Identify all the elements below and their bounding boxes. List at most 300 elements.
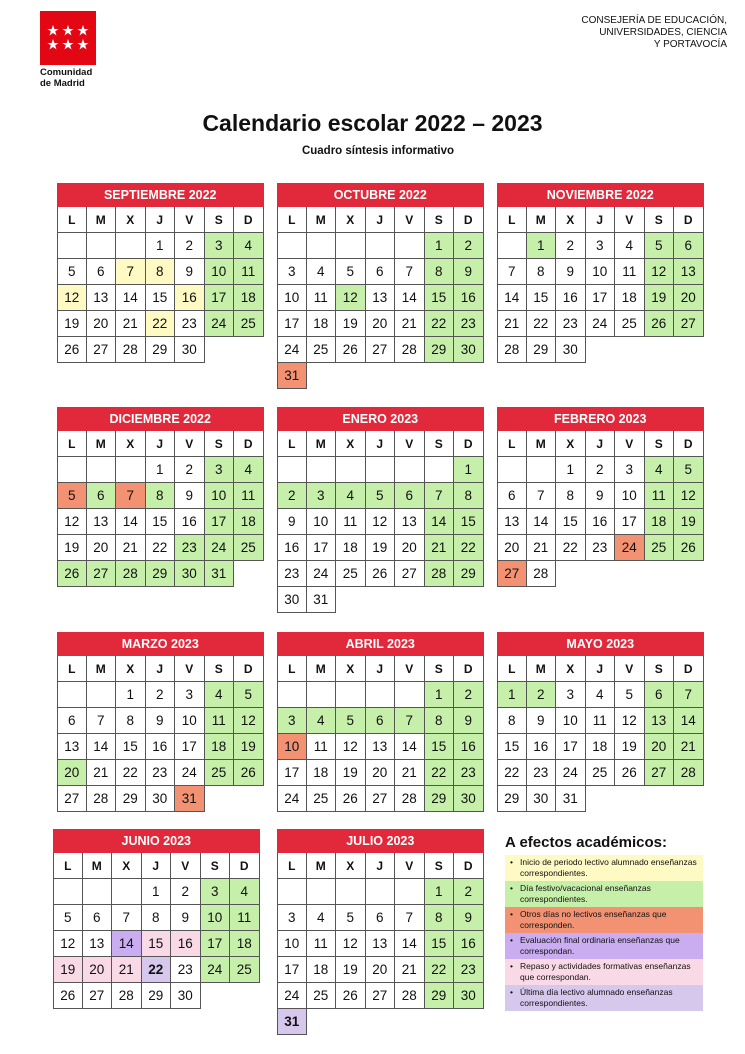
weekday-header: M (527, 207, 557, 233)
day-cell: 31 (556, 786, 586, 812)
month-10 (53, 829, 260, 1009)
day-cell: 24 (586, 311, 616, 337)
day-cell: 18 (336, 535, 366, 561)
day-cell: 15 (556, 509, 586, 535)
legend-item: • Día festivo/vacacional enseñanzas correspondientes. (505, 881, 703, 907)
day-cell: 1 (146, 457, 176, 483)
weekday-header: D (234, 431, 264, 457)
month-title: ENERO 2023 (277, 407, 484, 431)
day-cell: 7 (87, 708, 117, 734)
weekday-header: S (645, 656, 675, 682)
day-cell: 11 (615, 259, 645, 285)
day-cell: 26 (336, 337, 366, 363)
day-cell: 4 (615, 233, 645, 259)
logo-stars-icon (40, 11, 96, 65)
day-cell: 24 (277, 786, 307, 812)
legend-title: A efectos académicos: (505, 834, 668, 851)
blank-cell (615, 337, 645, 363)
day-cell: 7 (395, 905, 425, 931)
day-cell: 1 (497, 682, 527, 708)
weekday-header: D (674, 431, 704, 457)
day-cell: 8 (556, 483, 586, 509)
day-cell: 24 (615, 535, 645, 561)
day-cell: 9 (146, 708, 176, 734)
day-cell: 21 (674, 734, 704, 760)
day-cell: 23 (171, 957, 201, 983)
day-cell: 30 (171, 983, 201, 1009)
day-cell: 27 (366, 337, 396, 363)
day-cell: 17 (277, 311, 307, 337)
day-cell: 3 (586, 233, 616, 259)
blank-cell (454, 1009, 484, 1035)
day-cell: 23 (277, 561, 307, 587)
day-cell: 6 (57, 708, 87, 734)
day-cell: 14 (395, 734, 425, 760)
weekday-header: L (57, 431, 87, 457)
day-cell: 30 (175, 337, 205, 363)
empty-cell (395, 233, 425, 259)
day-cell: 10 (277, 931, 307, 957)
month-days-grid (57, 431, 264, 587)
day-cell: 18 (615, 285, 645, 311)
day-cell: 15 (142, 931, 172, 957)
day-cell: 4 (234, 457, 264, 483)
month-11 (277, 829, 484, 1035)
day-cell: 16 (527, 734, 557, 760)
day-cell: 11 (234, 259, 264, 285)
weekday-header: J (586, 207, 616, 233)
day-cell: 6 (497, 483, 527, 509)
logo-line-1: Comunidad (40, 67, 93, 78)
day-cell: 4 (230, 879, 260, 905)
legend-item: • Última día lectivo alumnado enseñanzas correspondientes. (505, 985, 703, 1011)
month-title: MAYO 2023 (497, 632, 704, 656)
day-cell: 4 (205, 682, 235, 708)
month-6 (497, 407, 704, 587)
weekday-header: J (146, 656, 176, 682)
empty-cell (497, 457, 527, 483)
dept-line-1: CONSEJERÍA DE EDUCACIÓN, (581, 15, 727, 26)
day-cell: 20 (87, 535, 117, 561)
blank-cell (645, 561, 675, 587)
day-cell: 9 (454, 708, 484, 734)
day-cell: 1 (527, 233, 557, 259)
day-cell: 9 (175, 483, 205, 509)
weekday-header: L (277, 656, 307, 682)
day-cell: 4 (307, 259, 337, 285)
day-cell: 6 (366, 259, 396, 285)
day-cell: 19 (57, 311, 87, 337)
day-cell: 20 (366, 957, 396, 983)
day-cell: 23 (146, 760, 176, 786)
day-cell: 4 (234, 233, 264, 259)
day-cell: 25 (615, 311, 645, 337)
day-cell: 21 (395, 760, 425, 786)
day-cell: 22 (497, 760, 527, 786)
day-cell: 30 (277, 587, 307, 613)
month-1 (57, 183, 264, 363)
weekday-header: L (53, 853, 83, 879)
weekday-header: L (277, 431, 307, 457)
day-cell: 17 (205, 509, 235, 535)
day-cell: 15 (116, 734, 146, 760)
day-cell: 29 (116, 786, 146, 812)
empty-cell (87, 233, 117, 259)
blank-cell (336, 1009, 366, 1035)
blank-cell (615, 561, 645, 587)
day-cell: 12 (674, 483, 704, 509)
day-cell: 20 (645, 734, 675, 760)
weekday-header: V (395, 853, 425, 879)
day-cell: 23 (175, 535, 205, 561)
weekday-header: V (175, 656, 205, 682)
weekday-header: M (307, 853, 337, 879)
weekday-header: V (175, 207, 205, 233)
weekday-header: S (201, 853, 231, 879)
weekday-header: X (336, 431, 366, 457)
empty-cell (527, 457, 557, 483)
weekday-header: M (87, 207, 117, 233)
empty-cell (307, 879, 337, 905)
blank-cell (425, 1009, 455, 1035)
day-cell: 3 (615, 457, 645, 483)
day-cell: 10 (175, 708, 205, 734)
weekday-header: D (454, 656, 484, 682)
day-cell: 9 (454, 905, 484, 931)
day-cell: 21 (116, 311, 146, 337)
day-cell: 26 (53, 983, 83, 1009)
day-cell: 26 (674, 535, 704, 561)
day-cell: 16 (556, 285, 586, 311)
day-cell: 8 (425, 708, 455, 734)
weekday-header: J (586, 431, 616, 457)
weekday-header: D (234, 656, 264, 682)
day-cell: 8 (142, 905, 172, 931)
day-cell: 2 (175, 457, 205, 483)
day-cell: 19 (336, 957, 366, 983)
day-cell: 14 (395, 285, 425, 311)
weekday-header: L (277, 207, 307, 233)
weekday-header: M (307, 431, 337, 457)
day-cell: 29 (425, 786, 455, 812)
day-cell: 1 (146, 233, 176, 259)
day-cell: 3 (201, 879, 231, 905)
day-cell: 1 (556, 457, 586, 483)
weekday-header: L (57, 656, 87, 682)
day-cell: 9 (277, 509, 307, 535)
day-cell: 21 (425, 535, 455, 561)
empty-cell (307, 457, 337, 483)
day-cell: 6 (395, 483, 425, 509)
day-cell: 12 (57, 285, 87, 311)
day-cell: 30 (454, 786, 484, 812)
day-cell: 25 (307, 337, 337, 363)
day-cell: 25 (307, 786, 337, 812)
day-cell: 2 (556, 233, 586, 259)
weekday-header: V (615, 207, 645, 233)
empty-cell (277, 457, 307, 483)
month-3 (497, 183, 704, 363)
day-cell: 10 (201, 905, 231, 931)
day-cell: 27 (366, 983, 396, 1009)
page-title: Calendario escolar 2022 – 2023 (202, 110, 543, 136)
blank-cell (674, 561, 704, 587)
day-cell: 27 (87, 561, 117, 587)
day-cell: 16 (454, 734, 484, 760)
day-cell: 4 (645, 457, 675, 483)
weekday-header: V (615, 431, 645, 457)
day-cell: 12 (336, 285, 366, 311)
weekday-header: V (615, 656, 645, 682)
day-cell: 23 (454, 311, 484, 337)
day-cell: 29 (497, 786, 527, 812)
day-cell: 5 (57, 259, 87, 285)
day-cell: 6 (83, 905, 113, 931)
day-cell: 14 (112, 931, 142, 957)
day-cell: 22 (454, 535, 484, 561)
day-cell: 5 (674, 457, 704, 483)
blank-cell (336, 363, 366, 389)
month-days-grid (497, 207, 704, 363)
day-cell: 13 (366, 931, 396, 957)
day-cell: 23 (527, 760, 557, 786)
day-cell: 6 (366, 905, 396, 931)
day-cell: 24 (201, 957, 231, 983)
day-cell: 28 (395, 786, 425, 812)
weekday-header: S (425, 431, 455, 457)
weekday-header: M (527, 656, 557, 682)
day-cell: 23 (175, 311, 205, 337)
day-cell: 18 (586, 734, 616, 760)
day-cell: 10 (556, 708, 586, 734)
day-cell: 5 (336, 708, 366, 734)
day-cell: 26 (57, 561, 87, 587)
day-cell: 14 (116, 509, 146, 535)
weekday-header: V (395, 656, 425, 682)
empty-cell (366, 233, 396, 259)
day-cell: 19 (336, 311, 366, 337)
day-cell: 20 (497, 535, 527, 561)
day-cell: 12 (336, 931, 366, 957)
day-cell: 7 (497, 259, 527, 285)
day-cell: 15 (146, 509, 176, 535)
weekday-header: S (425, 853, 455, 879)
day-cell: 25 (205, 760, 235, 786)
day-cell: 21 (112, 957, 142, 983)
day-cell: 15 (146, 285, 176, 311)
day-cell: 17 (277, 957, 307, 983)
month-days-grid (277, 431, 484, 613)
month-days-grid (277, 656, 484, 812)
weekday-header: S (425, 656, 455, 682)
day-cell: 11 (307, 285, 337, 311)
day-cell: 3 (307, 483, 337, 509)
blank-cell (586, 786, 616, 812)
day-cell: 16 (586, 509, 616, 535)
day-cell: 22 (146, 311, 176, 337)
day-cell: 11 (230, 905, 260, 931)
day-cell: 29 (425, 983, 455, 1009)
day-cell: 17 (175, 734, 205, 760)
day-cell: 9 (171, 905, 201, 931)
day-cell: 12 (366, 509, 396, 535)
weekday-header: D (454, 853, 484, 879)
day-cell: 9 (454, 259, 484, 285)
month-days-grid (497, 431, 704, 587)
day-cell: 31 (277, 363, 307, 389)
day-cell: 1 (425, 233, 455, 259)
day-cell: 5 (234, 682, 264, 708)
blank-cell (586, 561, 616, 587)
day-cell: 14 (674, 708, 704, 734)
blank-cell (645, 786, 675, 812)
day-cell: 5 (53, 905, 83, 931)
weekday-header: D (674, 656, 704, 682)
day-cell: 31 (307, 587, 337, 613)
day-cell: 19 (615, 734, 645, 760)
day-cell: 2 (527, 682, 557, 708)
day-cell: 22 (146, 535, 176, 561)
day-cell: 19 (336, 760, 366, 786)
weekday-header: L (497, 431, 527, 457)
day-cell: 10 (586, 259, 616, 285)
blank-cell (586, 337, 616, 363)
day-cell: 27 (395, 561, 425, 587)
day-cell: 24 (277, 337, 307, 363)
day-cell: 29 (454, 561, 484, 587)
empty-cell (277, 233, 307, 259)
day-cell: 25 (307, 983, 337, 1009)
day-cell: 17 (586, 285, 616, 311)
day-cell: 5 (336, 259, 366, 285)
day-cell: 14 (497, 285, 527, 311)
empty-cell (116, 457, 146, 483)
day-cell: 7 (112, 905, 142, 931)
day-cell: 30 (527, 786, 557, 812)
weekday-header: J (366, 656, 396, 682)
day-cell: 2 (146, 682, 176, 708)
day-cell: 14 (527, 509, 557, 535)
blank-cell (234, 561, 264, 587)
month-title: ABRIL 2023 (277, 632, 484, 656)
weekday-header: X (112, 853, 142, 879)
day-cell: 4 (336, 483, 366, 509)
weekday-header: X (556, 656, 586, 682)
day-cell: 2 (175, 233, 205, 259)
day-cell: 10 (307, 509, 337, 535)
month-title: JUNIO 2023 (53, 829, 260, 853)
day-cell: 28 (674, 760, 704, 786)
day-cell: 9 (527, 708, 557, 734)
day-cell: 18 (234, 509, 264, 535)
day-cell: 7 (395, 259, 425, 285)
day-cell: 1 (425, 682, 455, 708)
day-cell: 3 (175, 682, 205, 708)
weekday-header: J (366, 207, 396, 233)
day-cell: 13 (366, 734, 396, 760)
blank-cell (615, 786, 645, 812)
day-cell: 10 (277, 734, 307, 760)
day-cell: 25 (230, 957, 260, 983)
month-title: JULIO 2023 (277, 829, 484, 853)
day-cell: 27 (83, 983, 113, 1009)
day-cell: 4 (307, 708, 337, 734)
weekday-header: V (175, 431, 205, 457)
day-cell: 17 (307, 535, 337, 561)
day-cell: 26 (336, 786, 366, 812)
weekday-header: X (336, 853, 366, 879)
day-cell: 5 (366, 483, 396, 509)
day-cell: 29 (142, 983, 172, 1009)
day-cell: 30 (146, 786, 176, 812)
day-cell: 26 (366, 561, 396, 587)
empty-cell (53, 879, 83, 905)
blank-cell (336, 587, 366, 613)
day-cell: 6 (674, 233, 704, 259)
day-cell: 19 (366, 535, 396, 561)
day-cell: 23 (586, 535, 616, 561)
blank-cell (230, 983, 260, 1009)
day-cell: 31 (205, 561, 235, 587)
day-cell: 11 (645, 483, 675, 509)
day-cell: 27 (645, 760, 675, 786)
blank-cell (645, 337, 675, 363)
day-cell: 17 (277, 760, 307, 786)
weekday-header: V (395, 207, 425, 233)
weekday-header: D (454, 431, 484, 457)
department-name (581, 15, 727, 51)
day-cell: 23 (454, 760, 484, 786)
day-cell: 11 (234, 483, 264, 509)
day-cell: 15 (454, 509, 484, 535)
day-cell: 16 (277, 535, 307, 561)
weekday-header: M (83, 853, 113, 879)
blank-cell (425, 363, 455, 389)
day-cell: 8 (527, 259, 557, 285)
day-cell: 22 (142, 957, 172, 983)
day-cell: 29 (527, 337, 557, 363)
day-cell: 29 (425, 337, 455, 363)
weekday-header: M (87, 431, 117, 457)
weekday-header: S (645, 431, 675, 457)
day-cell: 28 (497, 337, 527, 363)
month-days-grid (277, 853, 484, 1035)
day-cell: 24 (205, 535, 235, 561)
empty-cell (116, 233, 146, 259)
dept-line-3: Y PORTAVOCÍA (653, 39, 727, 50)
empty-cell (336, 233, 366, 259)
weekday-header: L (277, 853, 307, 879)
day-cell: 8 (454, 483, 484, 509)
day-cell: 21 (116, 535, 146, 561)
day-cell: 15 (425, 285, 455, 311)
weekday-header: V (171, 853, 201, 879)
weekday-header: D (230, 853, 260, 879)
blank-cell (366, 587, 396, 613)
day-cell: 22 (425, 311, 455, 337)
day-cell: 16 (454, 931, 484, 957)
logo-line-2: de Madrid (40, 78, 85, 89)
day-cell: 21 (87, 760, 117, 786)
day-cell: 20 (395, 535, 425, 561)
day-cell: 28 (395, 337, 425, 363)
day-cell: 18 (307, 957, 337, 983)
empty-cell (277, 682, 307, 708)
day-cell: 7 (425, 483, 455, 509)
day-cell: 26 (615, 760, 645, 786)
day-cell: 9 (556, 259, 586, 285)
day-cell: 28 (527, 561, 557, 587)
